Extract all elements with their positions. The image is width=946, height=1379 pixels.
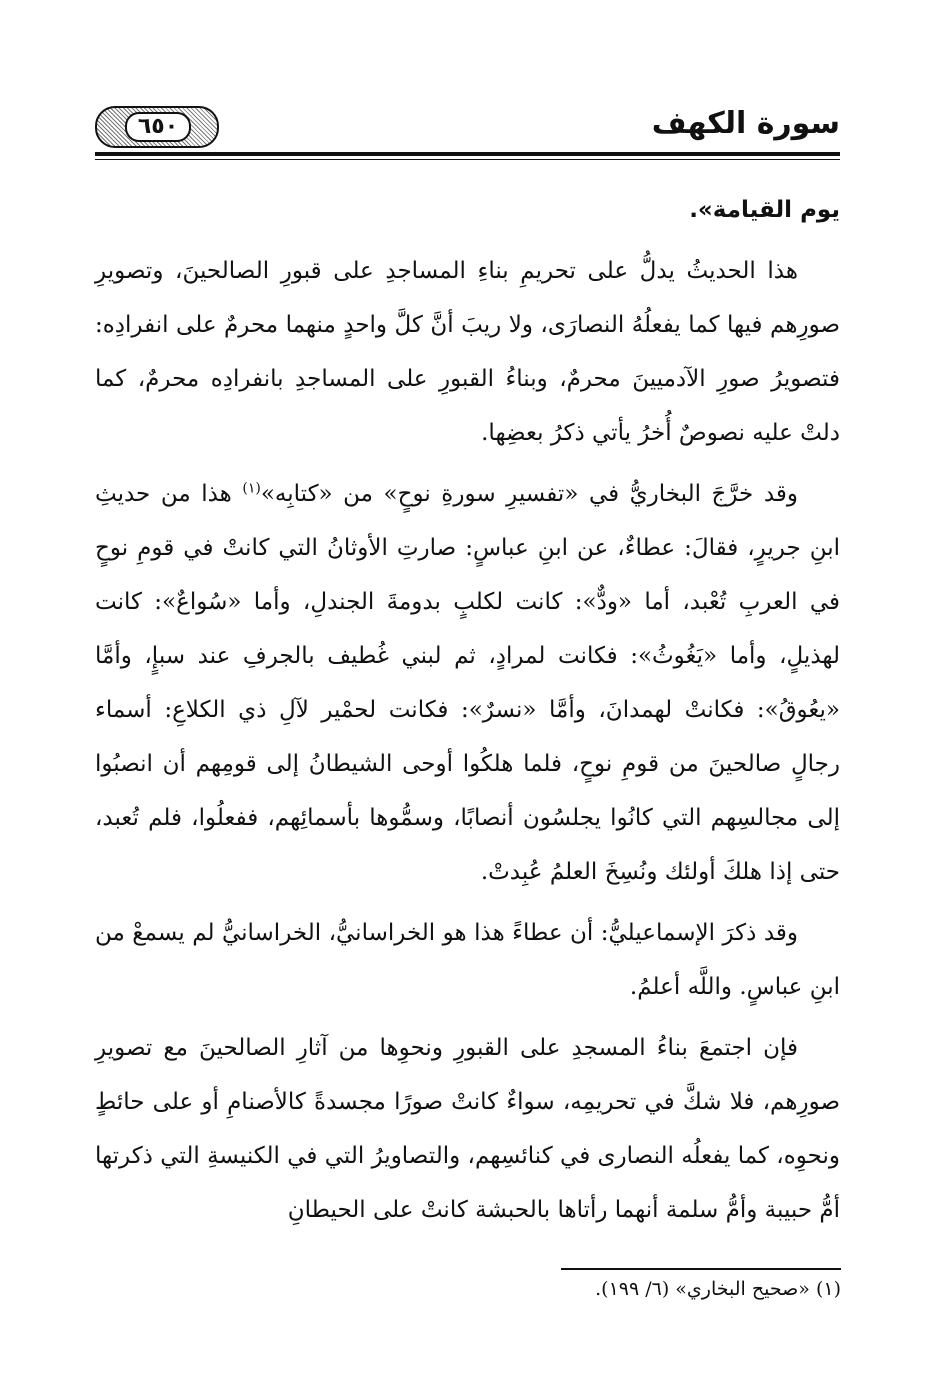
- footnote: (١) «صحيح البخاري» (٦/ ١٩٩).: [595, 1278, 841, 1300]
- paragraph-3-part-1: وقد خرَّجَ البخاريُّ في «تفسيرِ سورةِ نوحٍ» من «كتابِه»: [260, 481, 798, 507]
- main-text: [95, 183, 840, 1244]
- paragraph-5: فإن اجتمعَ بناءُ المسجدِ على القبورِ ونحوِها من آثارِ الصالحينَ مع تصويرِ صورِهم، فلا شكَّ في تحريمِه، سواءٌ كانتْ صورًا مجسدةً كالأصنامِ أو على حائطٍ ونحوِه، كما يفعلُه النصارى في كنائسِهم، والتصاويرُ التي في الكنيسةِ التي ذكرتها أمُّ حبيبة وأمُّ سلمة أنهما رأتاها بالحبشة كانتْ على الحيطانِ: [95, 1035, 840, 1223]
- paragraph-1: [95, 183, 840, 237]
- paragraph-1-text: يوم القيامة».: [689, 197, 840, 223]
- page-number: ٦٥٠: [125, 112, 191, 142]
- page-header: [95, 98, 840, 158]
- paragraph-4: وقد ذكرَ الإسماعيليُّ: أن عطاءً هذا هو الخراسانيُّ، الخراسانيُّ لم يسمعْ من ابنِ عباسٍ. واللَّه أعلمُ.: [95, 920, 840, 1000]
- paragraph-2: هذا الحديثُ يدلُّ على تحريمِ بناءِ المساجدِ على قبورِ الصالحينَ، وتصويرِ صورِهم فيها كما يفعلُهُ النصارَى، ولا ريبَ أنَّ كلَّ واحدٍ منهما محرمٌ على انفرادِه: فتصويرُ صورِ الآدميينَ محرمٌ، وبناءُ القبورِ على المساجدِ بانفرادِه محرمٌ، كما دلتْ عليه نصوصٌ أُخرُ يأتي ذكرُ بعضِها.: [95, 258, 840, 446]
- page-number-badge: [95, 106, 219, 148]
- surah-title: سورة الكهف: [651, 106, 840, 141]
- footnote-divider: [561, 1268, 841, 1270]
- paragraph-3: [95, 467, 840, 899]
- header-rule-thin: [95, 159, 840, 160]
- footnote-reference: (١): [242, 480, 261, 497]
- header-rule-thick: [95, 152, 840, 156]
- paragraph-3-part-2: هذا من حديثِ ابنِ جريرٍ، فقالَ: عطاءٌ، عن ابنِ عباسٍ: صارتِ الأوثانُ التي كانتْ في قومِ نوحٍ في العربِ تُعْبد، أما «ودٌّ»: كانت لكلبٍ بدومةَ الجندلِ، وأما «سُواعٌ»: كانت لهذيلٍ، وأما «يَغُوثُ»: فكانت لمرادٍ، ثم لبني غُطيف بالجرفِ عند سبإٍ، وأمَّا «يعُوقُ»: فكانتْ لهمدانَ، وأمَّا «نسرٌ»: فكانت لحمْير لآلِ ذي الكلاعِ: أسماء رجالٍ صالحينَ من قومِ نوحٍ، فلما هلكُوا أوحى الشيطانُ إلى قومِهم أن انصبُوا إلى مجالسِهم التي كانُوا يجلسُون أنصابًا، وسمُّوها بأسمائِهم، ففعلُوا، فلم تُعبد، حتى إذا هلكَ أولئك ونُسِخَ العلمُ عُبِدتْ.: [95, 481, 840, 885]
